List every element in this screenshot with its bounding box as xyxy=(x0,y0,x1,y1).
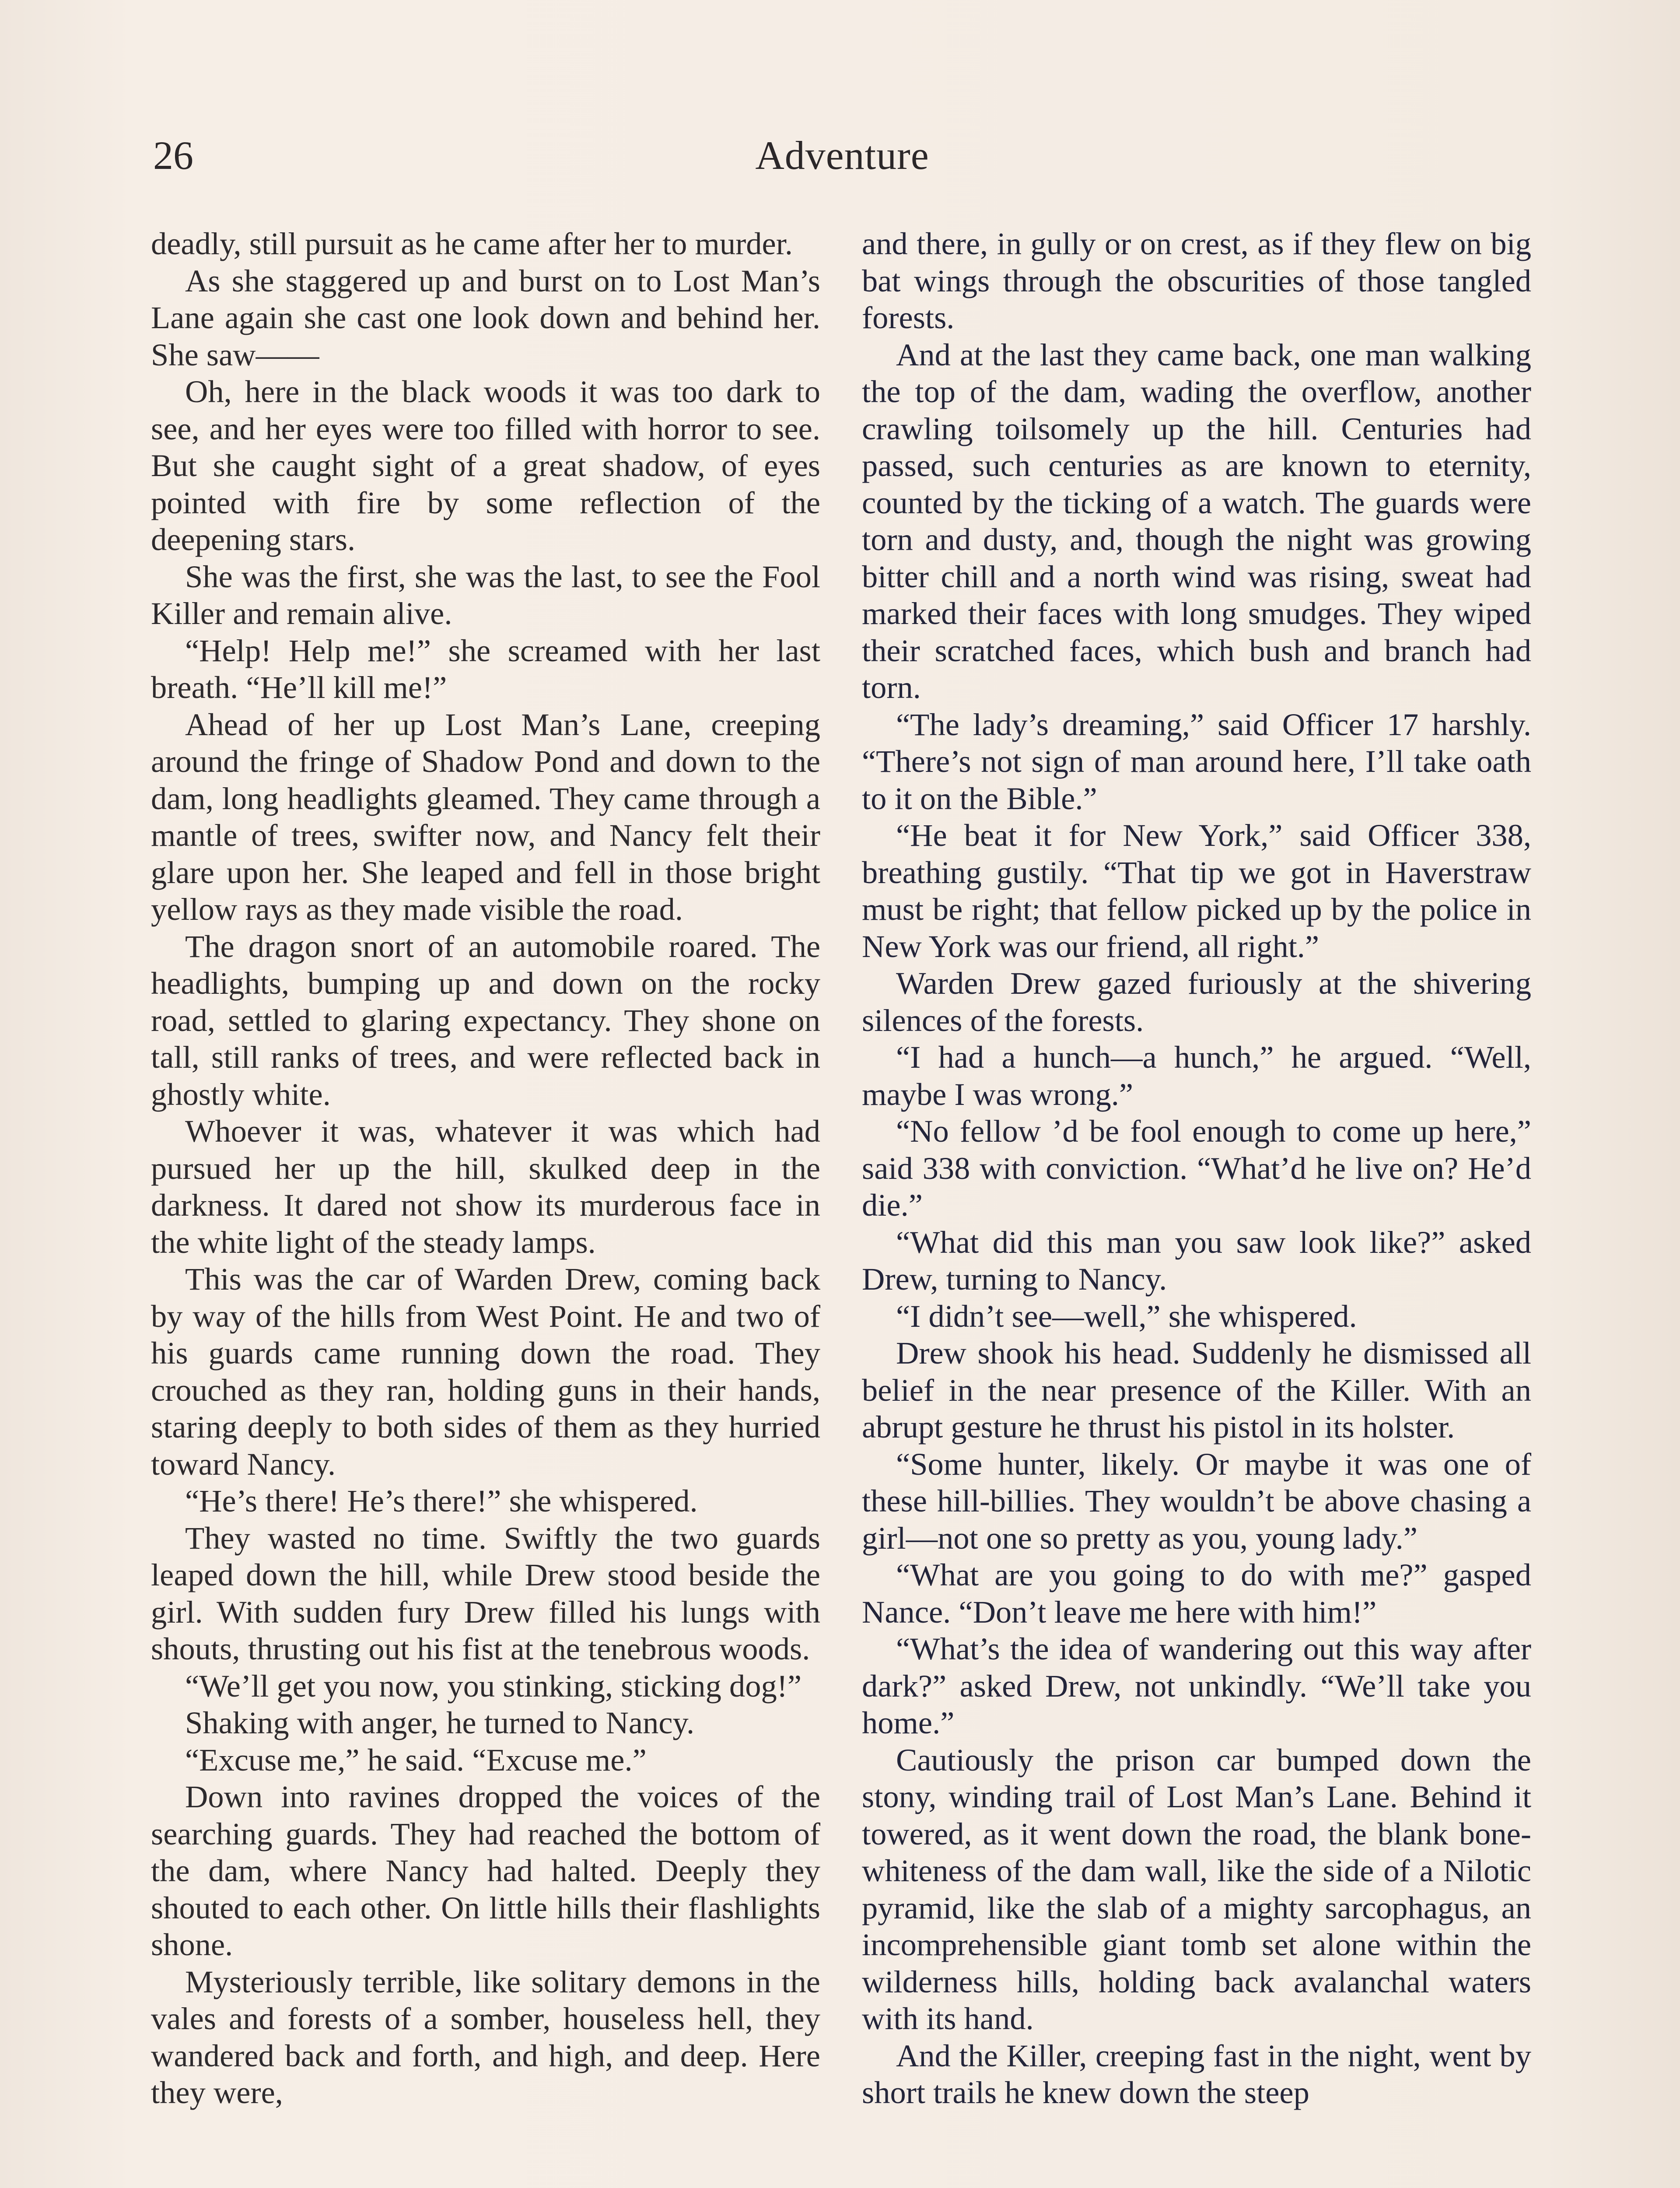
magazine-title: Adventure xyxy=(755,133,929,178)
paragraph: “I had a hunch—a hunch,” he argued. “Well, maybe I was wrong.” xyxy=(862,1039,1531,1112)
paragraph: The dragon snort of an automobile roared. The headlights, bumping up and down on the rocky road, settled to glaring expectancy. They shone on tall, still ranks of trees, and were reflected back in ghostly white. xyxy=(151,928,820,1112)
paragraph: Mysteriously terrible, like solitary demons in the vales and forests of a somber, houseless hell, they wandered back and forth, and high, and deep. Here they were, xyxy=(151,1964,820,2110)
paragraph: Cautiously the prison car bumped down the stony, winding trail of Lost Man’s Lane. Behind it towered, as it went down the road, the blank bone-whiteness of the dam wall, like the side of a Nilotic pyramid, like the slab of a mighty sarcophagus, an incomprehensible giant tomb set alone within the wilderness hills, holding back avalanchal waters with its hand. xyxy=(862,1742,1531,2036)
paragraph: Oh, here in the black woods it was too dark to see, and her eyes were too filled with horror to see. But she caught sight of a great shadow, of eyes pointed with fire by some reflection of the deepening stars. xyxy=(151,374,820,557)
paragraph: deadly, still pursuit as he came after her to murder. xyxy=(151,226,793,261)
paragraph: Whoever it was, whatever it was which had pursued her up the hill, skulked deep in the darkness. It dared not show its murderous face in the white light of the steady lamps. xyxy=(151,1113,820,1260)
paragraph: “Some hunter, likely. Or maybe it was one of these hill-billies. They wouldn’t be above chasing a girl—not one so pretty as you, young lady.” xyxy=(862,1446,1531,1556)
paragraph: And at the last they came back, one man walking the top of the dam, wading the overflow, another crawling toilsomely up the hill. Centuries had passed, such centuries as are known to eternity, counted by the ticking of a watch. The guards were torn and dusty, and, though the night was growing bitter chill and a north wind was rising, sweat had marked their faces with long smudges. They wiped their scratched faces, which bush and branch had torn. xyxy=(862,337,1531,705)
paragraph: As she staggered up and burst on to Lost Man’s Lane again she cast one look down and behind her. She saw—— xyxy=(151,263,820,372)
paragraph: “He beat it for New York,” said Officer 338, breathing gustily. “That tip we got in Haverstraw must be right; that fellow picked up by the police in New York was our friend, all right.” xyxy=(862,817,1531,964)
paragraph: And the Killer, creeping fast in the night, went by short trails he knew down the steep xyxy=(862,2037,1531,2110)
paragraph: “Excuse me,” he said. “Excuse me.” xyxy=(185,1742,647,1778)
right-column xyxy=(862,225,1531,2111)
paragraph: “He’s there! He’s there!” she whispered. xyxy=(185,1483,698,1518)
paragraph: and there, in gully or on crest, as if they flew on big bat wings through the obscurities of those tangled forests. xyxy=(862,226,1531,335)
paragraph: “I didn’t see—well,” she whispered. xyxy=(896,1298,1357,1334)
paragraph: Down into ravines dropped the voices of the searching guards. They had reached the bottom of the dam, where Nancy had halted. Deeply they shouted to each other. On little hills their flashlights shone. xyxy=(151,1779,820,1962)
left-column xyxy=(151,225,820,2111)
paragraph: This was the car of Warden Drew, coming back by way of the hills from West Point. He and two of his guards came running down the road. They crouched as they ran, holding guns in their hands, staring deeply to both sides of them as they hurried toward Nancy. xyxy=(151,1261,820,1482)
paragraph: “We’ll get you now, you stinking, sticking dog!” xyxy=(185,1668,802,1704)
paragraph: “What’s the idea of wandering out this way after dark?” asked Drew, not unkindly. “We’ll take you home.” xyxy=(862,1631,1531,1740)
paragraph: Drew shook his head. Suddenly he dismissed all belief in the near presence of the Killer. With an abrupt gesture he thrust his pistol in its holster. xyxy=(862,1335,1531,1445)
paragraph: Shaking with anger, he turned to Nancy. xyxy=(185,1705,695,1740)
paragraph: Ahead of her up Lost Man’s Lane, creeping around the fringe of Shadow Pond and down to the dam, long headlights gleamed. They came through a mantle of trees, swifter now, and Nancy felt their glare upon her. She leaped and fell in those bright yellow rays as they made visible the road. xyxy=(151,706,820,927)
paragraph: “No fellow ’d be fool enough to come up here,” said 338 with conviction. “What’d he live on? He’d die.” xyxy=(862,1113,1531,1223)
paragraph: “What are you going to do with me?” gasped Nance. “Don’t leave me here with him!” xyxy=(862,1557,1531,1630)
paragraph: “Help! Help me!” she screamed with her last breath. “He’ll kill me!” xyxy=(151,632,820,705)
paragraph: “What did this man you saw look like?” asked Drew, turning to Nancy. xyxy=(862,1224,1531,1297)
paragraph: She was the first, she was the last, to see the Fool Killer and remain alive. xyxy=(151,558,820,631)
running-head xyxy=(153,127,1531,193)
paragraph: They wasted no time. Swiftly the two guards leaped down the hill, while Drew stood beside the girl. With sudden fury Drew filled his lungs with shouts, thrusting out his fist at the tenebrous woods. xyxy=(151,1520,820,1666)
paragraph: Warden Drew gazed furiously at the shivering silences of the forests. xyxy=(862,965,1531,1038)
paragraph: “The lady’s dreaming,” said Officer 17 harshly. “There’s not sign of man around here, I’ll take oath to it on the Bible.” xyxy=(862,706,1531,816)
page-number: 26 xyxy=(153,133,193,178)
